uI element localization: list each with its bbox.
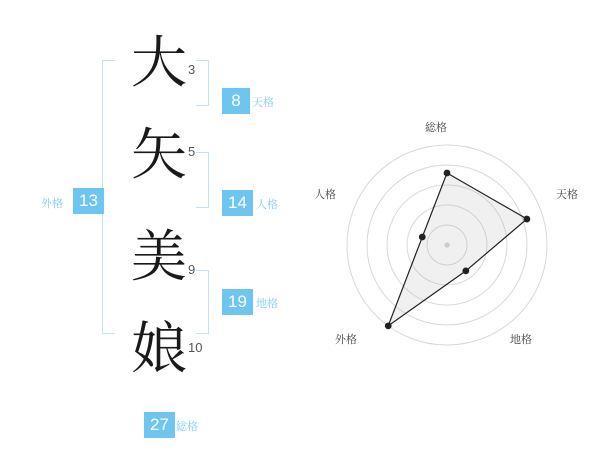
radar-chart-panel	[300, 0, 600, 470]
gaikaku-value: 13	[73, 188, 104, 214]
chikaku-value: 19	[222, 289, 253, 315]
stroke-count-2: 5	[188, 144, 196, 159]
stroke-count-3: 9	[188, 262, 196, 277]
jinkaku-label: 人格	[256, 199, 278, 211]
soukaku-label: 総格	[176, 421, 198, 433]
tenkaku-bracket	[196, 60, 209, 106]
name-character-4: 娘	[131, 319, 187, 381]
chikaku-label: 地格	[256, 298, 278, 310]
radar-axis-label-gaikaku: 外格	[335, 334, 357, 346]
gaikaku-label: 外格	[41, 198, 63, 210]
chikaku-bracket	[196, 270, 209, 334]
radar-axis-label-soukaku: 総格	[425, 122, 447, 134]
radar-axis-label-jinkaku: 人格	[314, 189, 336, 201]
radar-axis-label-tenkaku: 天格	[556, 189, 578, 201]
name-character-1: 大	[131, 33, 187, 95]
radar-axis-label-chikaku: 地格	[510, 334, 532, 346]
jinkaku-bracket	[196, 152, 209, 208]
soukaku-value: 27	[144, 412, 175, 438]
stroke-count-1: 3	[188, 62, 196, 77]
tenkaku-label: 天格	[252, 97, 274, 109]
stroke-count-4: 10	[188, 340, 203, 355]
name-stroke-panel	[0, 0, 300, 470]
jinkaku-value: 14	[222, 190, 253, 216]
gaikaku-bracket	[102, 60, 115, 334]
radar-chart	[300, 0, 600, 470]
tenkaku-value: 8	[222, 88, 250, 114]
name-character-2: 矢	[131, 125, 187, 187]
name-character-3: 美	[131, 227, 187, 289]
